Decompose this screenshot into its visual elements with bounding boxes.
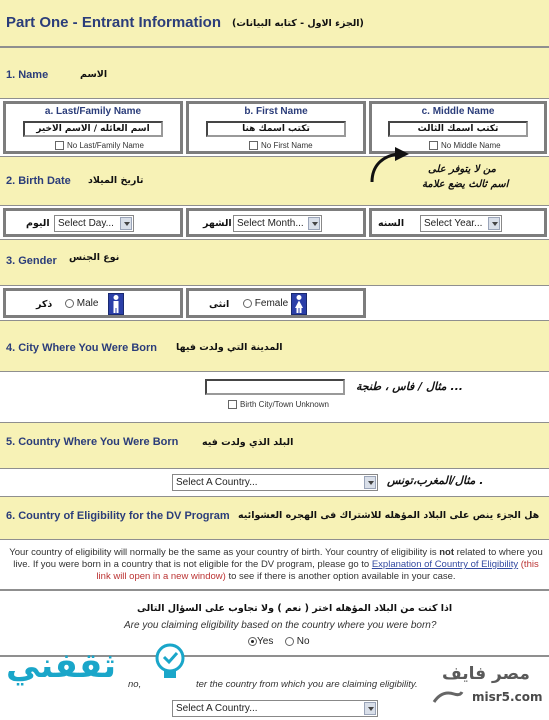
section-birthdate-title-ar: تاريخ الميلاد [88,175,144,186]
month-select[interactable]: Select Month... [233,215,322,232]
no-middle-name-checkbox[interactable]: No Middle Name [429,141,501,150]
birth-country-select[interactable]: Select A Country... [172,474,378,491]
section-birthdate-band [0,156,549,206]
eligibility-yes-radio[interactable]: Yes [248,636,273,647]
chevron-down-icon [364,476,376,489]
eligibility-question-ar: اذا كنت من البلاد المؤهله اختر ( نعم ) ولا تجاوب على السؤال التالى [137,603,453,614]
year-cell [369,208,547,237]
section-city-title-ar: المدينة التي ولدت فيها [176,342,283,353]
chevron-down-icon [120,217,132,230]
section-city-band [0,320,549,372]
birthdate-row [0,206,549,239]
gender-row [0,286,549,320]
male-label-ar: ذكر [36,299,53,310]
name-row [0,99,549,156]
page-title: Part One - Entrant Information [6,14,222,31]
eligibility-question: Are you claiming eligibility based on the country where you were born? [124,620,437,631]
section-city-title: 4. City Where You Were Born [6,342,157,354]
section-gender-title: 3. Gender [6,255,57,267]
section-eligibility-band [0,496,549,540]
section-gender-title-ar: نوع الجنس [69,252,120,263]
country-row [0,469,549,496]
middle-name-note-2: اسم ثالث يضع علامة [422,179,509,190]
female-radio[interactable]: Female [243,298,288,309]
male-icon [108,293,124,315]
chevron-down-icon [364,702,376,715]
city-row [0,372,549,422]
middle-name-input[interactable]: تكتب اسمك الثالث [388,121,528,137]
year-label-ar: السنه [378,218,405,229]
section-eligibility-title: 6. Country of Eligibility for the DV Program [6,510,230,522]
last-name-label: a. Last/Family Name [44,106,142,117]
eligibility-enter-country-a: no, [128,679,142,690]
eligibility-country-select[interactable]: Select A Country... [172,700,378,717]
section-country-title: 5. Country Where You Were Born [6,436,179,448]
city-example: مثال / فاس ، طنجة ... [356,380,463,393]
section-country-title-ar: البلد الذي ولدت فيه [202,437,294,448]
misr5-url: misr5.com [472,690,543,704]
section-name-title: 1. Name [6,69,49,81]
misr5-logo-ar: مصر فايف [442,664,530,684]
country-example: مثال/المغرب،تونس . [387,474,484,487]
first-name-input[interactable]: تكتب اسمك هنا [206,121,346,137]
eligibility-explanation [0,540,549,590]
curved-arrow-icon [364,144,412,186]
eligibility-no-radio[interactable]: No [285,636,310,647]
lightbulb-icon [150,640,190,684]
section-name-band [0,47,549,99]
middle-name-note-1: من لا يتوفر على [428,164,496,175]
no-last-name-checkbox[interactable]: No Last/Family Name [55,141,144,150]
eligibility-text: Your country of eligibility will normally be the same as your country of birth. Your country of eligibility is not related to where you live. If you were born in a country that is not eligible for the DV program, please go to Explanation of Country of Eligibility (this link will open in a new window) to see if there is another option available in your case. [9,547,543,582]
misr5-watermark [440,664,548,718]
chevron-down-icon [308,217,320,230]
female-label-ar: انثى [209,299,230,310]
eligibility-explanation-link[interactable]: Explanation of Country of Eligibility [371,559,519,570]
female-icon [291,293,307,315]
last-name-input[interactable]: اسم العائله / الاسم الاخير [23,121,163,137]
day-label-ar: اليوم [26,218,50,229]
section-birthdate-title: 2. Birth Date [6,175,71,187]
middle-name-label: c. Middle Name [421,106,495,117]
thaqafni-watermark [2,638,192,718]
page-title-ar: (الجزء الاول - كتابه البيانات) [232,18,364,29]
no-first-name-checkbox[interactable]: No First Name [249,141,313,150]
section-gender-band [0,239,549,286]
male-radio[interactable]: Male [65,298,98,309]
section-eligibility-title-ar: هل الجزء ينص على البلاد المؤهله للاشتراك فى الهجره العشوائيه [238,510,540,521]
chevron-down-icon [488,217,500,230]
thaqafni-logo-text: ثقفني [6,646,116,686]
header-band [0,0,549,47]
month-label-ar: الشهر [203,218,232,229]
birth-city-input[interactable] [205,379,345,395]
first-name-label: b. First Name [244,106,308,117]
day-cell [3,208,183,237]
first-name-cell [186,101,366,154]
female-cell [186,288,366,318]
last-name-cell [3,101,183,154]
section-name-title-ar: الاسم [80,69,108,80]
birth-city-unknown-checkbox[interactable]: Birth City/Town Unknown [228,400,329,409]
month-cell [186,208,366,237]
year-select[interactable]: Select Year... [420,215,502,232]
misr5-logo-icon [432,688,464,708]
eligibility-enter-country-b: ter the country from which you are claiming eligibility. [196,679,418,690]
section-country-band [0,422,549,469]
day-select[interactable]: Select Day... [54,215,134,232]
male-cell [3,288,183,318]
new-window-note: (this link will open in a new window) [96,559,539,582]
